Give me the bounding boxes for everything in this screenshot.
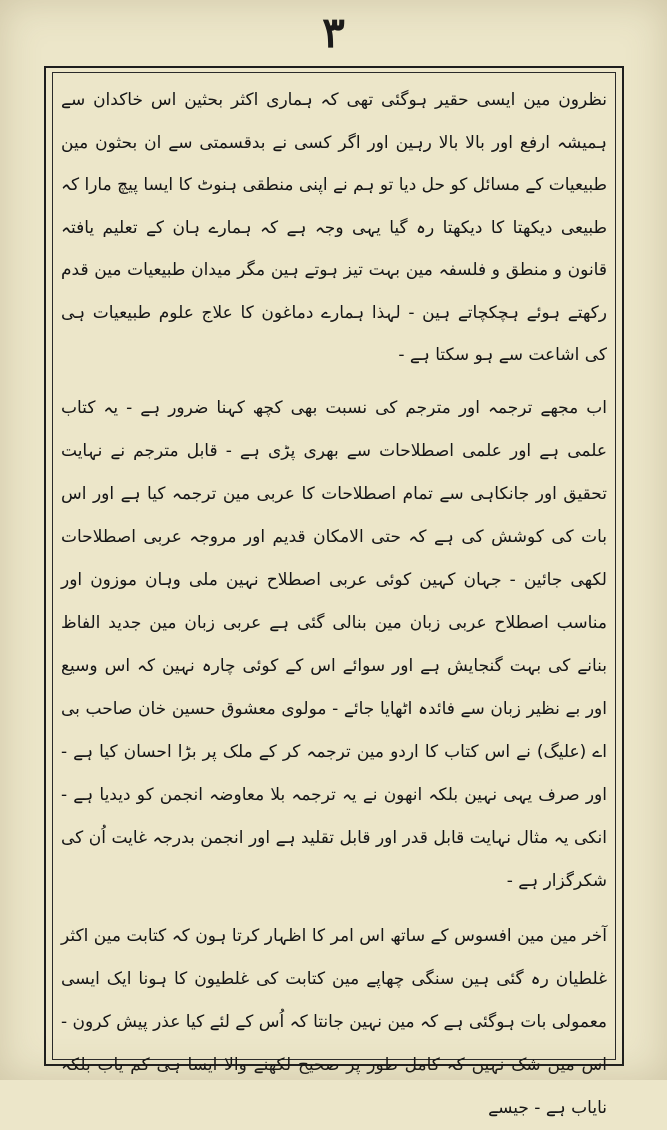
page-number: ۳	[322, 8, 345, 57]
paragraph-3: آخر مین مین افسوس کے ساتھ اس امر کا اظہار کرتا ہون کہ کتابت مین اکثر غلطیان رہ گئی ہین سنگی چھاپے مین کتابت کی غلطیون کا ہونا ایک ایسی معمولی بات ہوگئی ہے کہ مین نہین جانتا کہ اُس کے لئے کیا عذر پیش کرون - اس مین شک نہین کہ کامل طور پر صحیح لکھنے والا ایسا ہی کم یاب بلکہ نایاب ہے - جیسے	[61, 925, 607, 1118]
body-text	[61, 79, 607, 1130]
paragraph-1: نظرون مین ایسی حقیر ہوگئی تھی کہ ہماری اکثر بحثین اس خاکدان سے ہمیشہ ارفع اور بالا بالا رہین اور اگر کسی نے بدقسمتی سے ان بحثون مین طبیعیات کے مسائل کو حل دیا تو ہم نے اپنی منطقی ہنوٹ کا ایسا پیچ مارا کہ طبیعی دیکھتا کا دیکھتا رہ گیا یہی وجہ ہے کہ ہمارے ہان کے تعلیم یافتہ قانون و منطق و فلسفہ مین بہت تیز ہوتے ہین مگر میدان طبیعیات مین قدم رکھتے ہوئے ہچکچاتے ہین - لہذا ہمارے دماغون کا علاج علوم طبیعیات ہی کی اشاعت سے ہو سکتا ہے -	[61, 90, 607, 365]
paragraph-2: اب مجھے ترجمہ اور مترجم کی نسبت بھی کچھ کہنا ضرور ہے - یہ کتاب علمی ہے اور علمی اصطلاحات سے بھری پڑی ہے - قابل مترجم نے نہایت تحقیق اور جانکاہی سے تمام اصطلاحات کا عربی مین ترجمہ کیا ہے اور اس بات کی کوشش کی ہے کہ حتی الامکان قدیم اور مروجہ عربی اصطلاحات لکھی جائین - جہان کہین کوئی عربی اصطلاح نہین ملی وہان موزون اور مناسب اصطلاح عربی زبان مین بنالی گئی ہے عربی زبان مین جدید الفاظ بنانے کی بہت گنجایش ہے اور سوائے اس کے کوئی چارہ نہین کہ اس وسیع اور بے نظیر زبان سے فائدہ اٹھایا جائے - مولوی معشوق حسین خان صاحب بی اے (علیگ) نے اس کتاب کا اردو مین ترجمہ کر کے ملک پر بڑا احسان کیا ہے - اور صرف یہی نہین بلکہ انھون نے یہ ترجمہ بلا معاوضہ انجمن کو دیدیا ہے - انکی یہ مثال نہایت قابل قدر اور قابل تقلید ہے اور انجمن بدرجہ غایت اُن کی شکرگزار ہے -	[61, 397, 607, 891]
page-border-inner	[52, 72, 616, 1118]
